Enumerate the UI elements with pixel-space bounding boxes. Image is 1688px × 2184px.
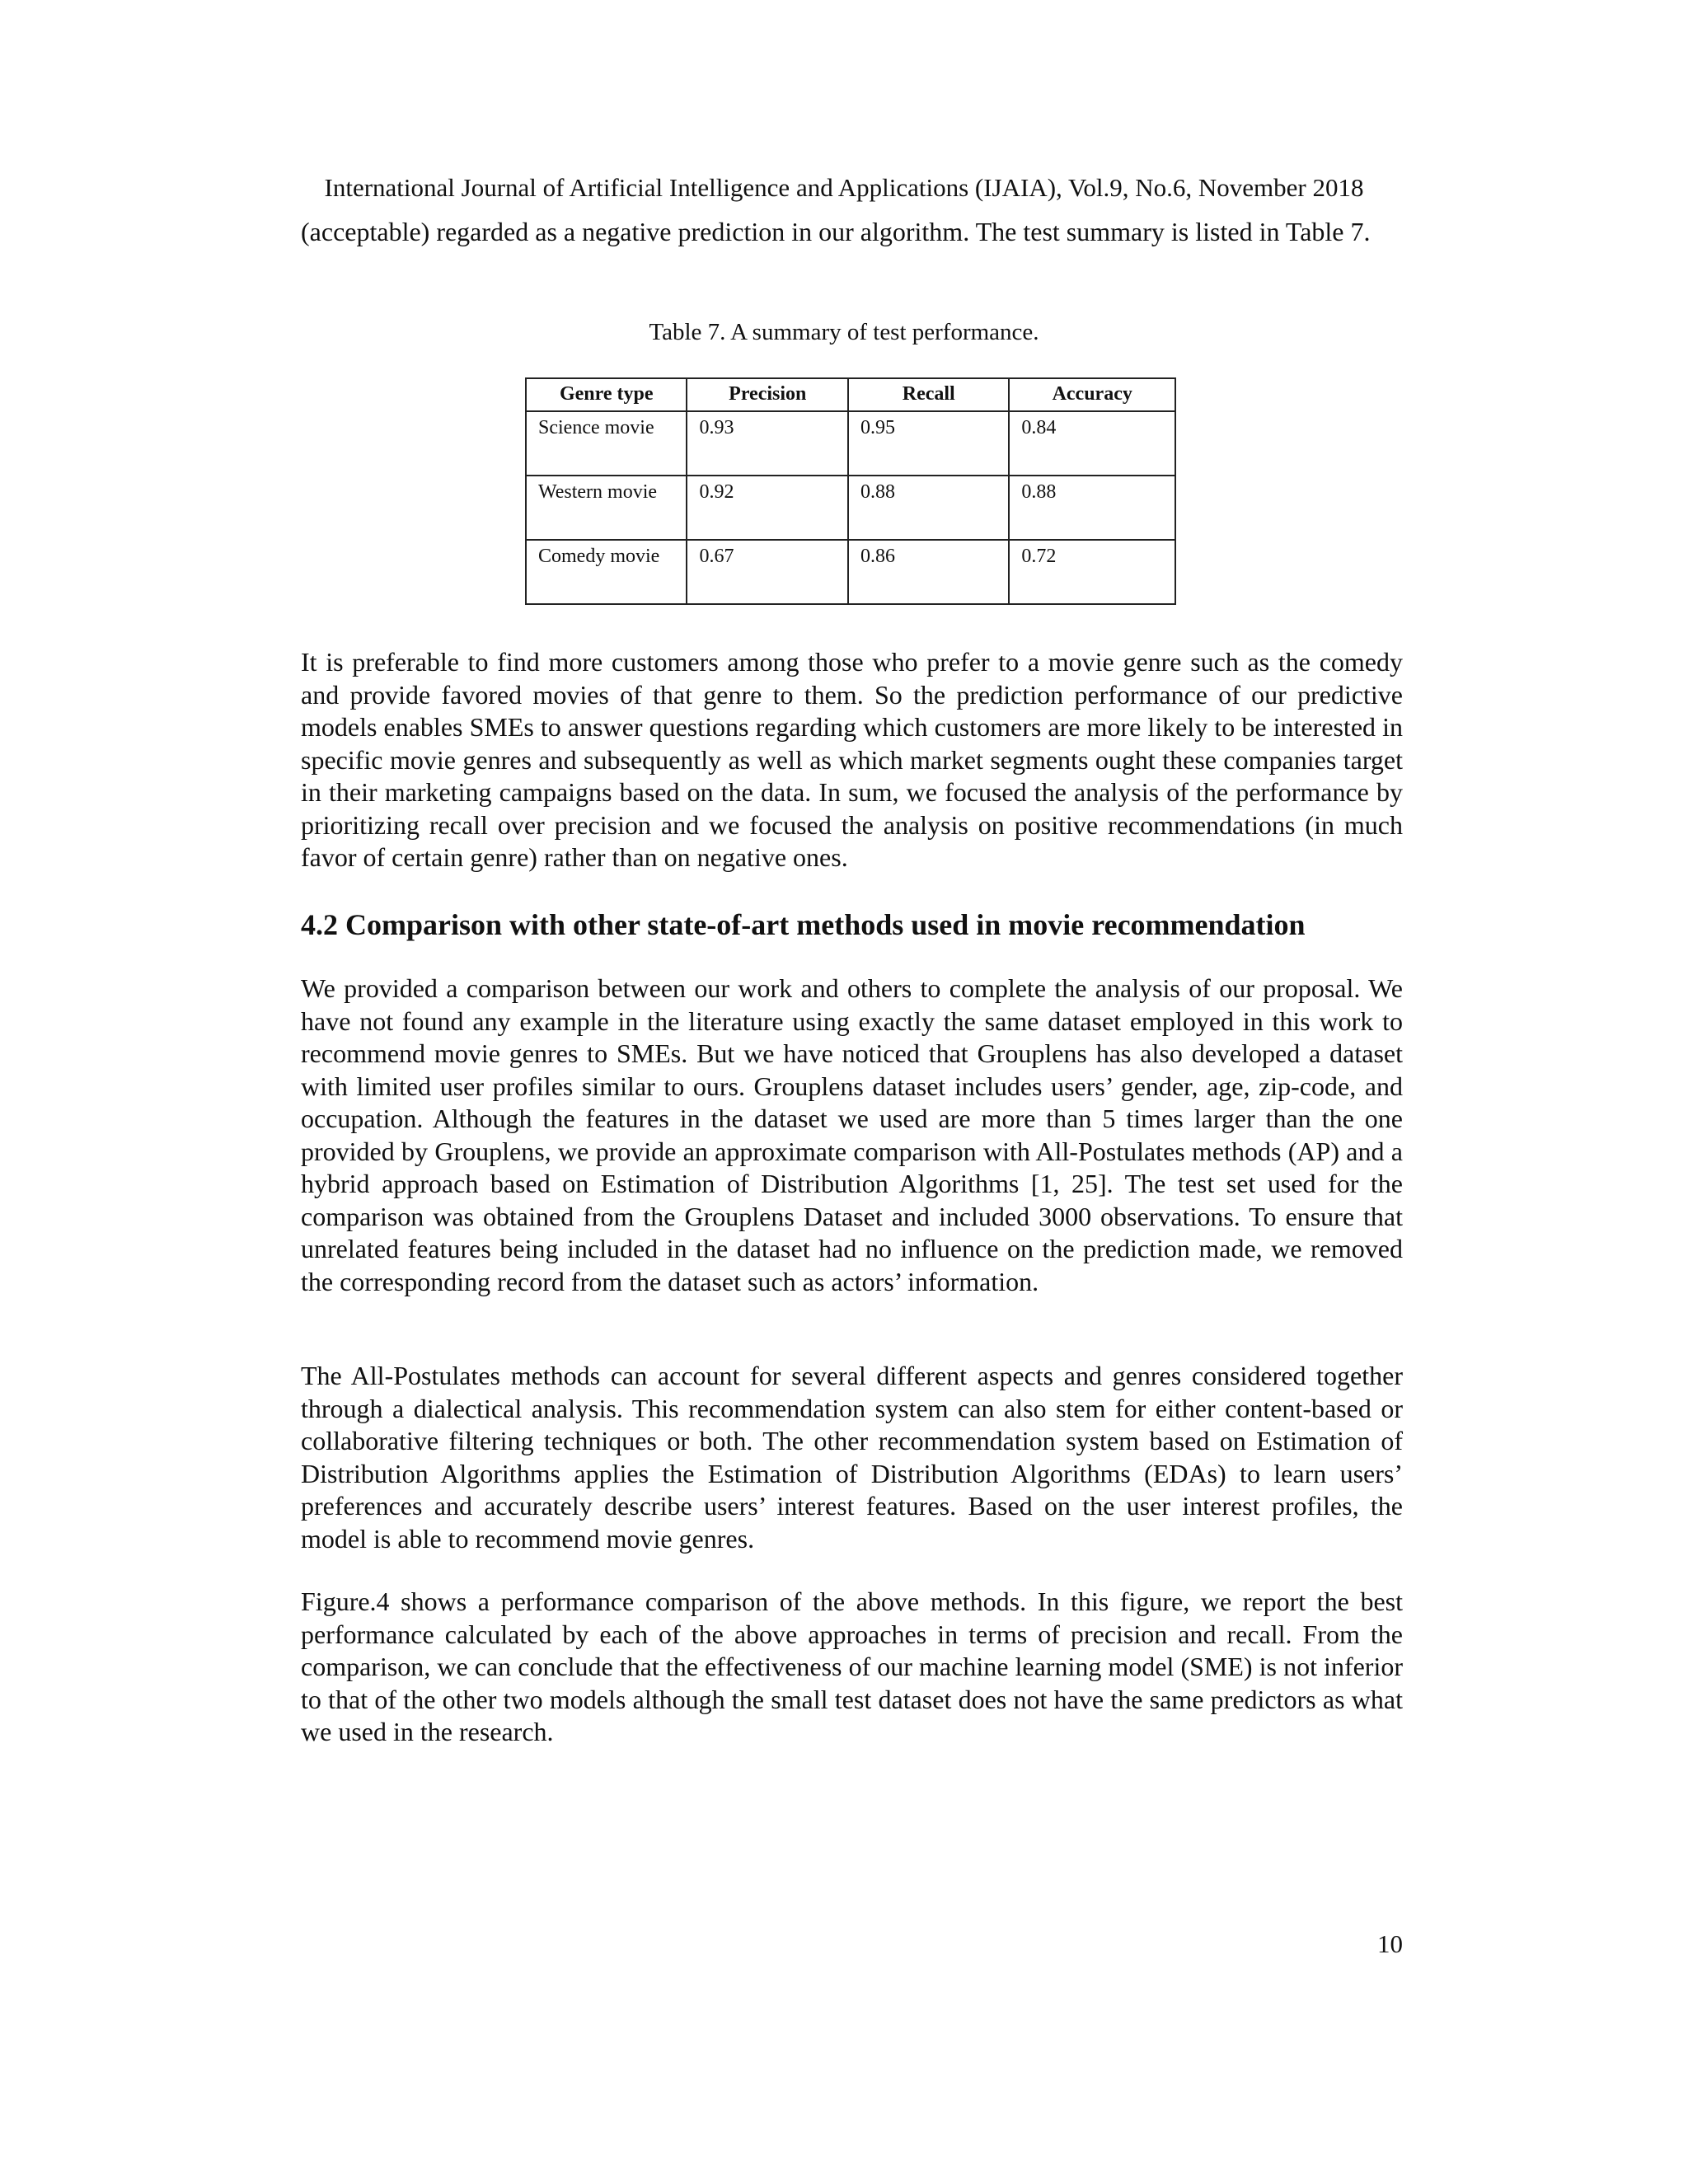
table-row — [526, 540, 1175, 604]
table-cell-precision: 0.93 — [687, 411, 848, 476]
section-4-2 — [301, 907, 1403, 943]
performance-table — [525, 377, 1176, 605]
page-number: 10 — [1377, 1929, 1403, 1958]
table-cell-genre: Western movie — [526, 476, 687, 540]
intro-paragraph: (acceptable) regarded as a negative prediction in our algorithm. The test summary is listed in Table 7. — [301, 217, 1371, 246]
body-paragraph: We provided a comparison between our work and others to complete the analysis of our proposal. We have not found any example in the literature using exactly the same dataset employed in this work to recommend movie genres to SMEs. But we have noticed that Grouplens has also developed a dataset with limited user profiles similar to ours. Grouplens dataset includes users’ gender, age, zip-code, and occupation. Although the features in the dataset we used are more than 5 times larger than the one provided by Grouplens, we provide an approximate comparison with All-Postulates methods (AP) and a hybrid approach based on Estimation of Distribution Algorithms [1, 25]. The test set used for the comparison was obtained from the Grouplens Dataset and included 3000 observations. To ensure that unrelated features being included in the dataset had no influence on the prediction made, we removed the corresponding record from the dataset such as actors’ information. — [301, 973, 1403, 1296]
table-header-cell: Recall — [848, 378, 1009, 411]
table-cell-genre: Comedy movie — [526, 540, 687, 604]
body-paragraph: The All-Postulates methods can account for several different aspects and genres considered together through a dialectical analysis. This recommendation system can also stem for either content-based or collaborative filtering techniques or both. The other recommendation system based on Estimation of Distribution Algorithms applies the Estimation of Distribution Algorithms (EDAs) to learn users’ preferences and accurately describe users’ interest features. Based on the user interest profiles, the model is able to recommend movie genres. — [301, 1361, 1403, 1554]
table-cell-recall: 0.95 — [848, 411, 1009, 476]
table-row — [526, 476, 1175, 540]
table-cell-genre: Science movie — [526, 411, 687, 476]
body-paragraph: Figure.4 shows a performance comparison of the above methods. In this figure, we report the best performance calculated by each of the above approaches in terms of precision and recall. From the comparison, we can conclude that the effectiveness of our machine learning model (SME) is not inferior to that of the other two models although the small test dataset does not have the same predictors as what we used in the research. — [301, 1586, 1403, 1746]
running-header: International Journal of Artificial Intelligence and Applications (IJAIA), Vol.9, No.6, November 2018 — [324, 173, 1364, 202]
discussion-block — [301, 646, 1403, 874]
table-cell-precision: 0.92 — [687, 476, 848, 540]
table-cell-recall: 0.88 — [848, 476, 1009, 540]
table-header-cell: Accuracy — [1009, 378, 1175, 411]
section-paragraph-block — [301, 1360, 1403, 1555]
body-paragraph: It is preferable to find more customers among those who prefer to a movie genre such as the comedy and provide favored movies of that genre to them. So the prediction performance of our predictive models enables SMEs to answer questions regarding which customers are more likely to be interested in specific movie genres and subsequently as well as which market segments ought these companies target in their marketing campaigns based on the data. In sum, we focused the analysis of the performance by prioritizing recall over precision and we focused the analysis on positive recommendations (in much favor of certain genre) rather than on negative ones. — [301, 647, 1403, 872]
intro-block — [301, 216, 1403, 249]
table-row — [526, 411, 1175, 476]
table-cell-accuracy: 0.72 — [1009, 540, 1175, 604]
table-header-cell: Genre type — [526, 378, 687, 411]
section-heading: 4.2 Comparison with other state-of-art methods used in movie recommendation — [301, 908, 1306, 941]
table-header-cell: Precision — [687, 378, 848, 411]
section-paragraph-block — [301, 1586, 1403, 1749]
section-paragraph-block — [301, 972, 1403, 1298]
table-cell-accuracy: 0.88 — [1009, 476, 1175, 540]
table-caption: Table 7. A summary of test performance. — [649, 319, 1039, 345]
table-cell-accuracy: 0.84 — [1009, 411, 1175, 476]
table-header-row — [526, 378, 1175, 411]
table-cell-precision: 0.67 — [687, 540, 848, 604]
table-cell-recall: 0.86 — [848, 540, 1009, 604]
